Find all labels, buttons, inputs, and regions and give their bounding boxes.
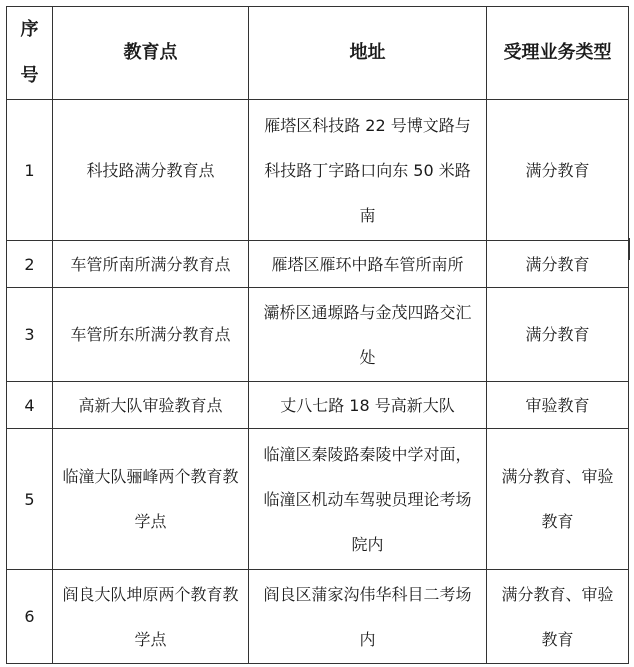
header-number: 序号 xyxy=(7,7,53,100)
row-number: 4 xyxy=(7,382,53,429)
header-address: 地址 xyxy=(249,7,487,100)
row-address: 雁塔区科技路 22 号博文路与科技路丁字路口向东 50 米路南 xyxy=(249,100,487,241)
row-address: 临潼区秦陵路秦陵中学对面，临潼区机动车驾驶员理论考场院内 xyxy=(249,429,487,570)
row-service-type: 满分教育、审验教育 xyxy=(487,570,629,664)
row-number: 5 xyxy=(7,429,53,570)
row-education-point: 临潼大队骊峰两个教育教学点 xyxy=(53,429,249,570)
header-education-point: 教育点 xyxy=(53,7,249,100)
education-points-table-container xyxy=(6,6,629,664)
row-address: 灞桥区通塬路与金茂四路交汇处 xyxy=(249,288,487,382)
row-number: 3 xyxy=(7,288,53,382)
table-row xyxy=(7,100,629,241)
edge-divider-mark xyxy=(629,238,630,260)
row-number: 2 xyxy=(7,241,53,288)
table-row xyxy=(7,429,629,570)
row-service-type: 满分教育 xyxy=(487,288,629,382)
table-row xyxy=(7,382,629,429)
row-education-point: 车管所南所满分教育点 xyxy=(53,241,249,288)
row-address: 丈八七路 18 号高新大队 xyxy=(249,382,487,429)
row-service-type: 审验教育 xyxy=(487,382,629,429)
row-number: 6 xyxy=(7,570,53,664)
table-row xyxy=(7,288,629,382)
header-service-type: 受理业务类型 xyxy=(487,7,629,100)
row-education-point: 阎良大队坤原两个教育教学点 xyxy=(53,570,249,664)
table-row xyxy=(7,241,629,288)
row-address: 雁塔区雁环中路车管所南所 xyxy=(249,241,487,288)
table-header-row xyxy=(7,7,629,100)
row-service-type: 满分教育、审验教育 xyxy=(487,429,629,570)
row-education-point: 高新大队审验教育点 xyxy=(53,382,249,429)
row-address: 阎良区蒲家沟伟华科目二考场内 xyxy=(249,570,487,664)
row-education-point: 车管所东所满分教育点 xyxy=(53,288,249,382)
row-service-type: 满分教育 xyxy=(487,241,629,288)
row-education-point: 科技路满分教育点 xyxy=(53,100,249,241)
table-row xyxy=(7,570,629,664)
education-points-table xyxy=(6,6,629,664)
row-service-type: 满分教育 xyxy=(487,100,629,241)
row-number: 1 xyxy=(7,100,53,241)
